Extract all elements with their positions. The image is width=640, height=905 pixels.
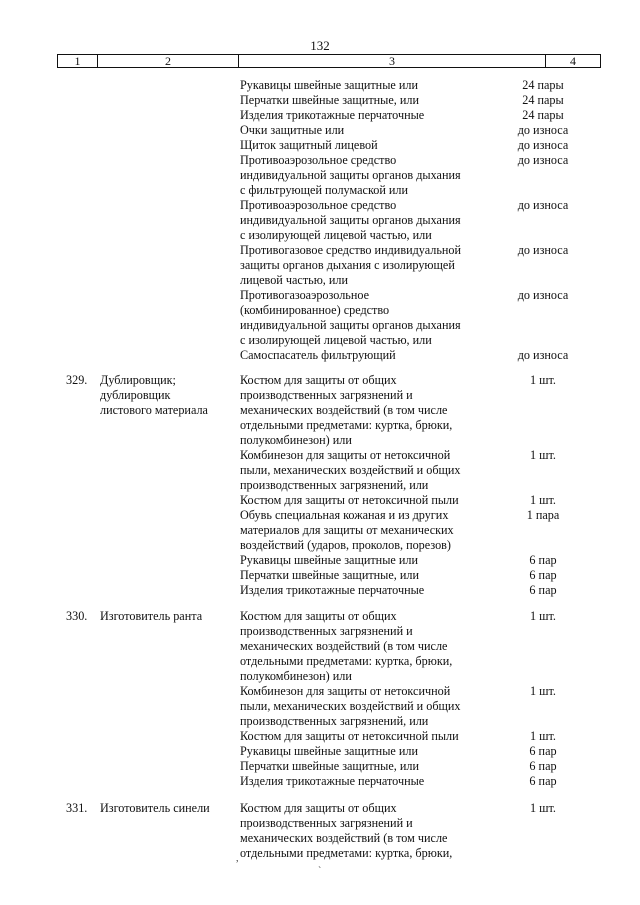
- description-line: Щиток защитный лицевой: [240, 138, 378, 152]
- profession-name: [100, 373, 240, 418]
- ppe-item: [240, 729, 595, 744]
- item-quantity: 1 шт.: [530, 448, 556, 462]
- item-quantity: 6 пар: [529, 583, 557, 597]
- entry-number: 331.: [66, 801, 88, 815]
- description-line: Очки защитные или: [240, 123, 345, 137]
- ppe-item: [240, 568, 595, 583]
- item-quantity: 1 шт.: [530, 729, 556, 743]
- ppe-item: [240, 744, 595, 759]
- item-description: [240, 609, 485, 684]
- ppe-item: [240, 288, 595, 348]
- item-quantity: 1 шт.: [530, 801, 556, 815]
- ppe-item: [240, 801, 595, 861]
- ppe-item: [240, 774, 595, 789]
- item-quantity: до износа: [517, 288, 569, 302]
- header-col-3: 3: [389, 54, 395, 68]
- description-line: Противогазоаэрозольное: [240, 288, 370, 302]
- item-description: [240, 493, 485, 508]
- item-description: [240, 553, 485, 568]
- description-line: полукомбинезон) или: [240, 433, 352, 447]
- item-description: [240, 373, 485, 448]
- description-line: с фильтрующей полумаской или: [240, 183, 409, 197]
- description-line: Комбинезон для защиты от нетоксичной: [240, 448, 451, 462]
- item-quantity: 6 пар: [529, 744, 557, 758]
- ppe-item: [240, 78, 595, 93]
- profession-line: Изготовитель синели: [100, 801, 210, 815]
- description-line: лицевой частью, или: [240, 273, 349, 287]
- item-description: [240, 108, 485, 123]
- ppe-item: [240, 609, 595, 684]
- description-line: Изделия трикотажные перчаточные: [240, 583, 425, 597]
- description-line: индивидуальной защиты органов дыхания: [240, 318, 461, 332]
- header-col-2: 2: [165, 54, 171, 68]
- item-quantity: 24 пары: [522, 108, 564, 122]
- scan-mark: ,: [236, 853, 239, 864]
- item-quantity: 6 пар: [529, 553, 557, 567]
- item-quantity: до износа: [517, 153, 569, 167]
- ppe-item: [240, 243, 595, 288]
- item-description: [240, 583, 485, 598]
- items-list: [240, 609, 595, 789]
- description-line: индивидуальной защиты органов дыхания: [240, 213, 461, 227]
- description-line: механических воздействий (в том числе: [240, 403, 448, 417]
- items-list: [240, 801, 595, 861]
- description-line: защиты органов дыхания с изолирующей: [240, 258, 455, 272]
- description-line: Противогазовое средство индивидуальной: [240, 243, 462, 257]
- item-quantity: до износа: [517, 123, 569, 137]
- item-description: [240, 288, 485, 348]
- item-quantity: 1 шт.: [530, 609, 556, 623]
- description-line: полукомбинезон) или: [240, 669, 352, 683]
- item-quantity: 1 шт.: [530, 684, 556, 698]
- description-line: (комбинированное) средство: [240, 303, 390, 317]
- entry-number: 329.: [66, 373, 88, 387]
- item-description: [240, 508, 485, 553]
- description-line: индивидуальной защиты органов дыхания: [240, 168, 461, 182]
- description-line: Костюм для защиты от общих: [240, 801, 397, 815]
- item-quantity: 6 пар: [529, 568, 557, 582]
- profession-line: Дублировщик;: [100, 373, 176, 387]
- description-line: Костюм для защиты от общих: [240, 609, 397, 623]
- item-description: [240, 801, 485, 861]
- profession-line: листового материала: [100, 403, 208, 417]
- profession-name: [100, 801, 240, 816]
- items-list: [240, 373, 595, 598]
- profession-name: [100, 609, 240, 624]
- ppe-item: [240, 108, 595, 123]
- profession-line: дублировщик: [100, 388, 171, 402]
- item-description: [240, 744, 485, 759]
- item-description: [240, 243, 485, 288]
- item-quantity: 1 шт.: [530, 373, 556, 387]
- item-description: [240, 684, 485, 729]
- description-line: Рукавицы швейные защитные или: [240, 78, 418, 92]
- item-description: [240, 448, 485, 493]
- description-line: пыли, механических воздействий и общих: [240, 463, 461, 477]
- ppe-item: [240, 348, 595, 363]
- ppe-item: [240, 198, 595, 243]
- description-line: Рукавицы швейные защитные или: [240, 553, 418, 567]
- description-line: производственных загрязнений, или: [240, 478, 429, 492]
- ppe-item: [240, 508, 595, 553]
- description-line: Перчатки швейные защитные, или: [240, 759, 420, 773]
- description-line: Изделия трикотажные перчаточные: [240, 108, 425, 122]
- item-quantity: до износа: [517, 198, 569, 212]
- item-quantity: 1 пара: [526, 508, 560, 522]
- item-description: [240, 123, 485, 138]
- description-line: Противоаэрозольное средство: [240, 198, 397, 212]
- ppe-item: [240, 123, 595, 138]
- item-quantity: 1 шт.: [530, 493, 556, 507]
- item-description: [240, 759, 485, 774]
- item-quantity: до износа: [517, 348, 569, 362]
- description-line: Перчатки швейные защитные, или: [240, 568, 420, 582]
- items-list: [240, 78, 595, 363]
- entry-number: 330.: [66, 609, 88, 623]
- ppe-item: [240, 448, 595, 493]
- item-quantity: 6 пар: [529, 759, 557, 773]
- item-description: [240, 348, 485, 363]
- description-line: Изделия трикотажные перчаточные: [240, 774, 425, 788]
- header-col-1: 1: [74, 54, 81, 68]
- item-description: [240, 729, 485, 744]
- table-header: [57, 54, 601, 68]
- item-description: [240, 78, 485, 93]
- header-col-4: 4: [570, 54, 576, 68]
- description-line: Комбинезон для защиты от нетоксичной: [240, 684, 451, 698]
- description-line: отдельными предметами: куртка, брюки,: [240, 418, 453, 432]
- ppe-item: [240, 93, 595, 108]
- description-line: пыли, механических воздействий и общих: [240, 699, 461, 713]
- description-line: с изолирующей лицевой частью, или: [240, 228, 432, 242]
- description-line: производственных загрязнений и: [240, 388, 413, 402]
- item-description: [240, 568, 485, 583]
- description-line: Самоспасатель фильтрующий: [240, 348, 396, 362]
- item-description: [240, 93, 485, 108]
- ppe-item: [240, 153, 595, 198]
- item-quantity: 6 пар: [529, 774, 557, 788]
- description-line: Обувь специальная кожаная и из других: [240, 508, 449, 522]
- item-description: [240, 774, 485, 789]
- ppe-item: [240, 373, 595, 448]
- description-line: Костюм для защиты от нетоксичной пыли: [240, 493, 459, 507]
- ppe-item: [240, 138, 595, 153]
- item-quantity: до износа: [517, 243, 569, 257]
- description-line: материалов для защиты от механических: [240, 523, 454, 537]
- description-line: производственных загрязнений и: [240, 624, 413, 638]
- description-line: Костюм для защиты от нетоксичной пыли: [240, 729, 459, 743]
- description-line: Противоаэрозольное средство: [240, 153, 397, 167]
- description-line: производственных загрязнений и: [240, 816, 413, 830]
- description-line: производственных загрязнений, или: [240, 714, 429, 728]
- item-quantity: 24 пары: [522, 93, 564, 107]
- description-line: с изолирующей лицевой частью, или: [240, 333, 432, 347]
- item-quantity: до износа: [517, 138, 569, 152]
- ppe-item: [240, 553, 595, 568]
- profession-line: Изготовитель ранта: [100, 609, 203, 623]
- description-line: воздействий (ударов, проколов, порезов): [240, 538, 451, 552]
- item-description: [240, 198, 485, 243]
- ppe-item: [240, 759, 595, 774]
- scan-mark: `: [318, 866, 322, 877]
- description-line: отдельными предметами: куртка, брюки,: [240, 654, 453, 668]
- item-quantity: 24 пары: [522, 78, 564, 92]
- page-number: 132: [310, 38, 330, 53]
- description-line: механических воздействий (в том числе: [240, 639, 448, 653]
- ppe-item: [240, 583, 595, 598]
- description-line: Костюм для защиты от общих: [240, 373, 397, 387]
- ppe-item: [240, 493, 595, 508]
- description-line: Рукавицы швейные защитные или: [240, 744, 418, 758]
- description-line: отдельными предметами: куртка, брюки,: [240, 846, 453, 860]
- ppe-item: [240, 684, 595, 729]
- description-line: Перчатки швейные защитные, или: [240, 93, 420, 107]
- item-description: [240, 138, 485, 153]
- item-description: [240, 153, 485, 198]
- description-line: механических воздействий (в том числе: [240, 831, 448, 845]
